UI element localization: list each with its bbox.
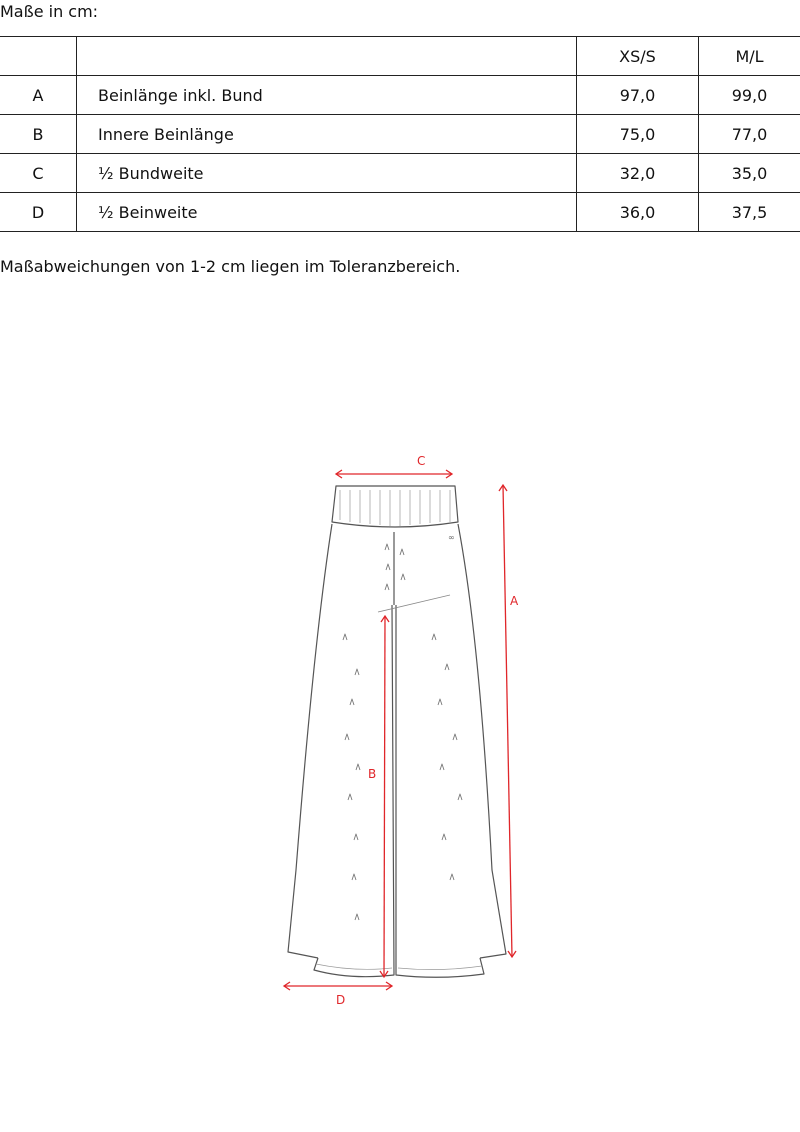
row-label: Beinlänge inkl. Bund xyxy=(77,76,577,115)
page-title: Maße in cm: xyxy=(0,2,99,21)
table-row xyxy=(0,154,800,193)
row-value-xs-s: 32,0 xyxy=(577,154,699,193)
row-key: D xyxy=(0,193,77,232)
table-row xyxy=(0,76,800,115)
table-row xyxy=(0,115,800,154)
size-table xyxy=(0,36,800,232)
row-label: ½ Bundweite xyxy=(77,154,577,193)
label-a: A xyxy=(510,594,519,608)
table-header-row xyxy=(0,37,800,76)
label-b: B xyxy=(368,767,377,781)
row-value-xs-s: 36,0 xyxy=(577,193,699,232)
row-key: B xyxy=(0,115,77,154)
row-value-xs-s: 75,0 xyxy=(577,115,699,154)
table-row xyxy=(0,193,800,232)
row-label: Innere Beinlänge xyxy=(77,115,577,154)
row-key: A xyxy=(0,76,77,115)
row-value-m-l: 99,0 xyxy=(699,76,800,115)
row-value-m-l: 77,0 xyxy=(699,115,800,154)
pants-measurement-diagram xyxy=(270,440,540,1020)
header-cell-key xyxy=(0,37,77,76)
row-key: C xyxy=(0,154,77,193)
header-cell-m-l: M/L xyxy=(699,37,800,76)
row-value-m-l: 37,5 xyxy=(699,193,800,232)
header-cell-xs-s: XS/S xyxy=(577,37,699,76)
pants-sketch-icon xyxy=(270,440,540,1020)
row-label: ½ Beinweite xyxy=(77,193,577,232)
row-value-xs-s: 97,0 xyxy=(577,76,699,115)
tolerance-note: Maßabweichungen von 1-2 cm liegen im Toleranzbereich. xyxy=(0,257,461,276)
label-c: C xyxy=(417,454,426,468)
label-d: D xyxy=(336,993,346,1007)
svg-text:∞: ∞ xyxy=(448,533,455,542)
row-value-m-l: 35,0 xyxy=(699,154,800,193)
header-cell-label xyxy=(77,37,577,76)
